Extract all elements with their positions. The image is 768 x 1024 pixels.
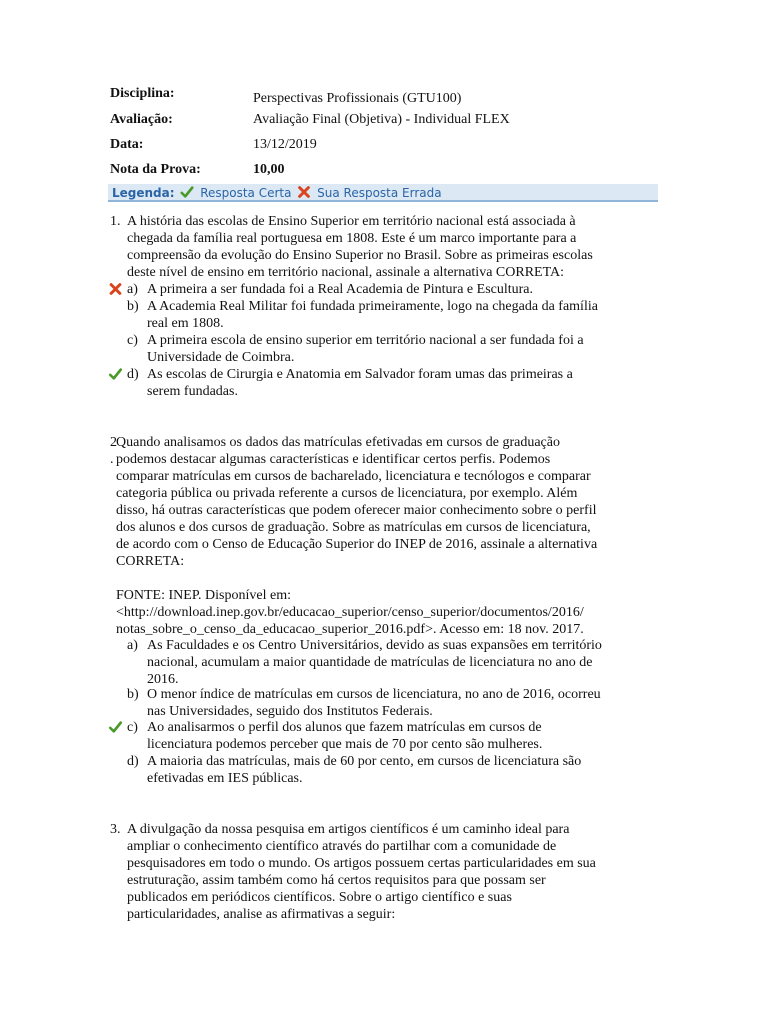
question-text-line: podemos destacar algumas características e identificar certos perfis. Podemos xyxy=(116,452,551,467)
source-line: notas_sobre_o_censo_da_educacao_superior_2016.pdf>. Acesso em: 18 nov. 2017. xyxy=(116,622,584,637)
option-text: real em 1808. xyxy=(147,316,224,331)
option-text: Universidade de Coimbra. xyxy=(147,350,295,365)
disciplina-label: Disciplina: xyxy=(110,86,175,101)
question-text-line: disso, há outras características que podem oferecer maior conhecimento sobre o perfil xyxy=(116,503,597,518)
option-letter: b) xyxy=(127,687,139,702)
option-text: A primeira a ser fundada foi a Real Academia de Pintura e Escultura. xyxy=(147,282,534,297)
check-icon xyxy=(180,185,194,199)
question-text-line: A história das escolas de Ensino Superior em território nacional está associada à xyxy=(127,214,576,229)
question-text-line: ampliar o conhecimento científico através do partilhar com a comunidade de xyxy=(127,839,557,854)
option-letter: d) xyxy=(127,367,139,382)
legend-label: Legenda: xyxy=(112,186,175,200)
nota-value: 10,00 xyxy=(253,162,285,177)
source-line: FONTE: INEP. Disponível em: xyxy=(116,588,291,603)
question-number: 2 xyxy=(110,435,117,450)
question-number: 1. xyxy=(110,214,121,229)
disciplina-value: Perspectivas Profissionais (GTU100) xyxy=(253,91,462,106)
question-text-line: de acordo com o Censo de Educação Superior do INEP de 2016, assinale a alternativa xyxy=(116,537,598,552)
option-text: nacional, acumulam a maior quantidade de matrículas de licenciatura no ano de xyxy=(147,655,593,670)
legend-wrong: Sua Resposta Errada xyxy=(317,186,442,200)
question-text-line: categoria pública ou privada referente a cursos de licenciatura, por exemplo. Além xyxy=(116,486,578,501)
option-text: A Academia Real Militar foi fundada primeiramente, logo na chegada da família xyxy=(147,299,598,314)
question-text-line: estruturação, assim também como há certos requisitos para que possam ser xyxy=(127,873,546,888)
option-letter: b) xyxy=(127,299,139,314)
option-text: As escolas de Cirurgia e Anatomia em Salvador foram umas das primeiras a xyxy=(147,367,573,382)
question-text-line: A divulgação da nossa pesquisa em artigos científicos é um caminho ideal para xyxy=(127,822,570,837)
data-value: 13/12/2019 xyxy=(253,137,317,152)
option-text: licenciatura podemos perceber que mais de 70 por cento são mulheres. xyxy=(147,737,543,752)
option-text: serem fundadas. xyxy=(147,384,238,399)
option-letter: c) xyxy=(127,333,138,348)
option-text: O menor índice de matrículas em cursos de licenciatura, no ano de 2016, ocorreu xyxy=(147,687,601,702)
question-text-line: pesquisadores em todo o mundo. Os artigos possuem certas particularidades em sua xyxy=(127,856,596,871)
legend-bar xyxy=(108,184,658,202)
blank-line xyxy=(116,570,597,587)
correct-answer-icon xyxy=(108,720,123,734)
question-number: 3. xyxy=(110,822,121,837)
option-letter: a) xyxy=(127,282,138,297)
question-text-line: compreensão da evolução do Ensino Superior no Brasil. Sobre as primeiras escolas xyxy=(127,248,593,263)
option-text: 2016. xyxy=(147,672,179,687)
option-text: A maioria das matrículas, mais de 60 por cento, em cursos de licenciatura são xyxy=(147,754,582,769)
question-text-line: deste nível de ensino em território nacional, assinale a alternativa CORRETA: xyxy=(127,265,565,280)
option-letter: d) xyxy=(127,754,139,769)
question-text-line: comparar matrículas em cursos de bacharelado, licenciatura e tecnólogos e comparar xyxy=(116,469,591,484)
data-label: Data: xyxy=(110,137,144,152)
question-text-line: dos alunos e dos cursos de graduação. Sobre as matrículas em cursos de licenciatura, xyxy=(116,520,591,535)
avaliacao-value: Avaliação Final (Objetiva) - Individual FLEX xyxy=(253,112,510,127)
question-text-line: CORRETA: xyxy=(116,554,185,569)
legend-correct: Resposta Certa xyxy=(200,186,292,200)
cross-icon xyxy=(297,185,311,199)
question-text-line: chegada da família real portuguesa em 1808. Este é um marco importante para a xyxy=(127,231,577,246)
question-number-dot: . xyxy=(110,452,114,467)
source-line: <http://download.inep.gov.br/educacao_superior/censo_superior/documentos/2016/ xyxy=(116,605,584,620)
avaliacao-label: Avaliação: xyxy=(110,112,173,127)
option-text: Ao analisarmos o perfil dos alunos que fazem matrículas em cursos de xyxy=(147,720,542,735)
option-letter: c) xyxy=(127,720,138,735)
option-letter: a) xyxy=(127,638,138,653)
question-text-line: particularidades, analise as afirmativas a seguir: xyxy=(127,907,396,922)
nota-label: Nota da Prova: xyxy=(110,162,201,177)
option-text: nas Universidades, seguido dos Institutos Federais. xyxy=(147,704,433,719)
correct-answer-icon xyxy=(108,367,123,381)
wrong-answer-icon xyxy=(108,282,123,296)
question-text-line: publicados em periódicos científicos. Sobre o artigo científico e suas xyxy=(127,890,512,905)
option-text: As Faculdades e os Centro Universitários, devido as suas expansões em território xyxy=(147,638,602,653)
option-text: efetivadas em IES públicas. xyxy=(147,771,303,786)
question-text-line: Quando analisamos os dados das matrículas efetivadas em cursos de graduação xyxy=(116,435,560,450)
option-text: A primeira escola de ensino superior em território nacional a ser fundada foi a xyxy=(147,333,584,348)
